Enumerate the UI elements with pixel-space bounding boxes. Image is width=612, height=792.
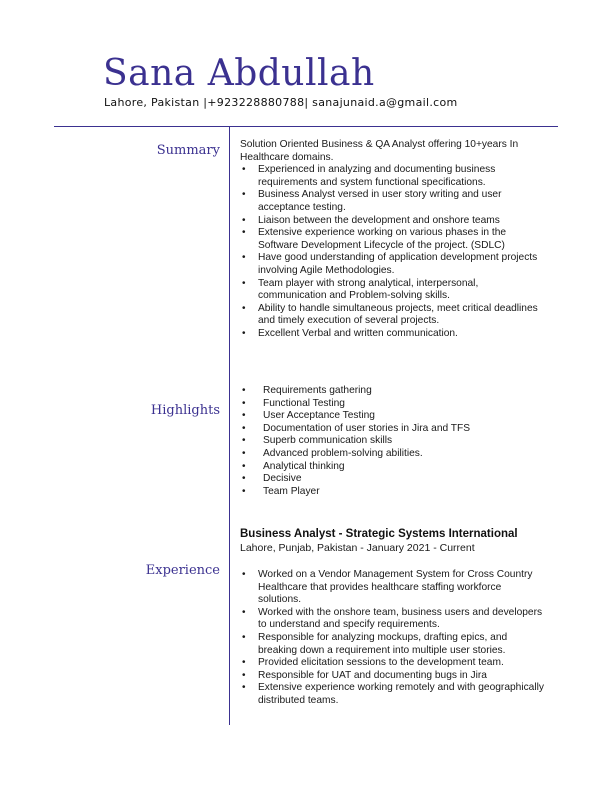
highlights-section	[240, 385, 540, 498]
list-item: • Functional Testing	[240, 398, 540, 411]
list-item: • Superb communication skills	[240, 435, 540, 448]
job-title: Business Analyst - Strategic Systems International	[240, 528, 518, 540]
list-item: • Responsible for UAT and documenting bugs in Jira	[240, 670, 545, 683]
highlights-list	[240, 385, 540, 498]
list-item: • Ability to handle simultaneous projects, meet critical deadlines and timely execution of several projects.	[240, 303, 540, 328]
summary-bullets	[240, 164, 540, 340]
candidate-name: Sana Abdullah	[103, 53, 375, 94]
list-item: • Team Player	[240, 486, 540, 499]
list-item: • Requirements gathering	[240, 385, 540, 398]
list-item: • Team player with strong analytical, interpersonal, communication and Problem-solving skills.	[240, 278, 540, 303]
summary-section	[240, 139, 540, 341]
job-bullets	[240, 569, 545, 708]
section-label-summary: Summary	[156, 143, 220, 158]
list-item: • Have good understanding of application development projects involving Agile Methodologies.	[240, 252, 540, 277]
contact-info: Lahore, Pakistan |+923228880788| sanajunaid.a@gmail.com	[104, 96, 458, 109]
list-item: • Worked with the onshore team, business users and developers to understand and specify requirements.	[240, 607, 545, 632]
list-item: • Documentation of user stories in Jira and TFS	[240, 423, 540, 436]
list-item: • Extensive experience working on various phases in the Software Development Lifecycle of the project. (SDLC)	[240, 227, 540, 252]
list-item: • Advanced problem-solving abilities.	[240, 448, 540, 461]
list-item: • Business Analyst versed in user story writing and user acceptance testing.	[240, 189, 540, 214]
column-divider	[229, 126, 230, 725]
header-divider	[54, 126, 558, 127]
job-location-dates: Lahore, Punjab, Pakistan - January 2021 - Current	[240, 542, 475, 554]
list-item: • Provided elicitation sessions to the development team.	[240, 657, 545, 670]
list-item: • User Acceptance Testing	[240, 410, 540, 423]
list-item: • Worked on a Vendor Management System for Cross Country Healthcare that provides healthcare staffing workforce solutions.	[240, 569, 545, 607]
list-item: • Experienced in analyzing and documenting business requirements and system functional specifications.	[240, 164, 540, 189]
list-item: • Decisive	[240, 473, 540, 486]
section-label-highlights: Highlights	[150, 403, 220, 418]
section-label-experience: Experience	[145, 563, 220, 578]
summary-intro: Solution Oriented Business & QA Analyst offering 10+years In Healthcare domains.	[240, 139, 519, 163]
list-item: • Extensive experience working remotely and with geographically distributed teams.	[240, 682, 545, 707]
list-item: • Excellent Verbal and written communication.	[240, 328, 540, 341]
list-item: • Liaison between the development and onshore teams	[240, 215, 540, 228]
list-item: • Responsible for analyzing mockups, drafting epics, and breaking down a requirement into multiple user stories.	[240, 632, 545, 657]
list-item: • Analytical thinking	[240, 461, 540, 474]
experience-section	[240, 527, 545, 708]
